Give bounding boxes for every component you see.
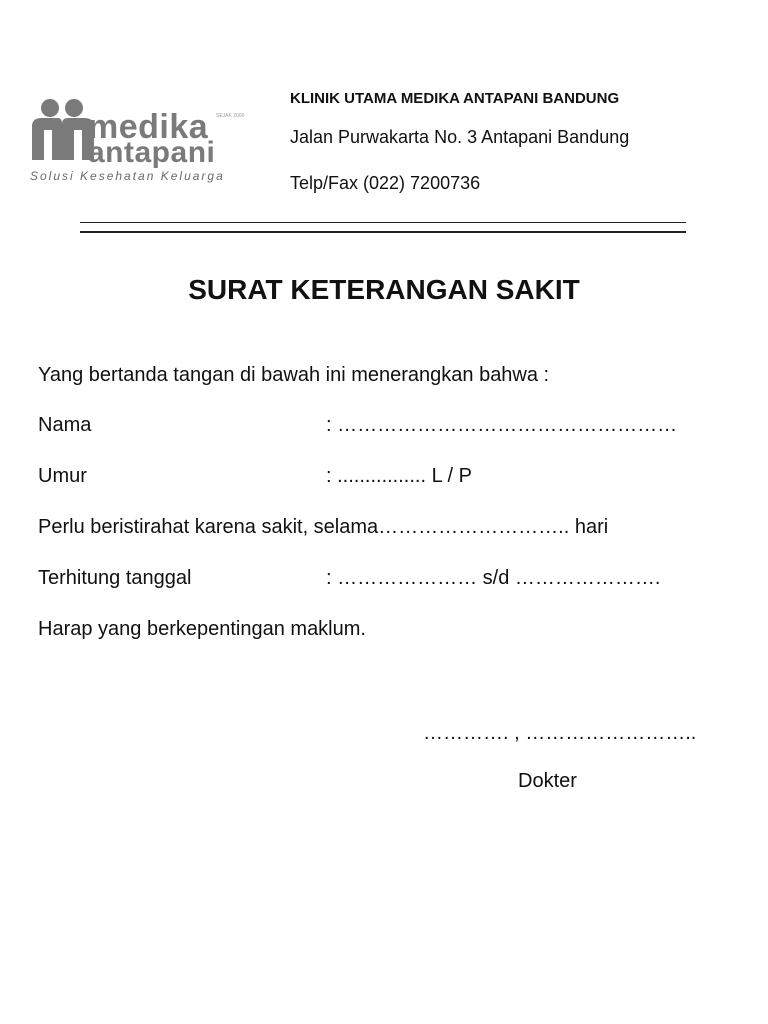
tanggal-blank: : ………………… s/d …………………. xyxy=(326,567,661,589)
intro-text: Yang bertanda tangan di bawah ini menerangkan bahwa : xyxy=(38,364,550,386)
signer-title: Dokter xyxy=(518,770,577,792)
closing-text: Harap yang berkepentingan maklum. xyxy=(38,618,366,640)
document-title: SURAT KETERANGAN SAKIT xyxy=(188,274,580,305)
place-date-blank: …………. , …………………….. xyxy=(423,722,697,744)
header-divider-bottom xyxy=(80,231,686,233)
clinic-address: Jalan Purwakarta No. 3 Antapani Bandung xyxy=(290,127,630,147)
umur-label: Umur xyxy=(38,465,87,487)
logo-slogan: Solusi Kesehatan Keluarga xyxy=(30,169,225,183)
nama-label: Nama xyxy=(38,414,92,436)
logo-tag: SEJAK 2000 xyxy=(216,113,245,119)
clinic-phone: Telp/Fax (022) 7200736 xyxy=(290,173,481,193)
header-divider-top xyxy=(80,222,686,223)
tanggal-label: Terhitung tanggal xyxy=(38,567,192,589)
nama-blank: : …………………………………………… xyxy=(326,414,678,436)
logo-wordmark-antapani: antapani xyxy=(88,136,216,169)
clinic-name: KLINIK UTAMA MEDIKA ANTAPANI BANDUNG xyxy=(290,90,620,107)
logo-wordmark-medika: medika xyxy=(88,108,209,146)
rest-period-line: Perlu beristirahat karena sakit, selama……………………….. hari xyxy=(38,516,609,538)
umur-blank: : ................ L / P xyxy=(326,465,472,487)
